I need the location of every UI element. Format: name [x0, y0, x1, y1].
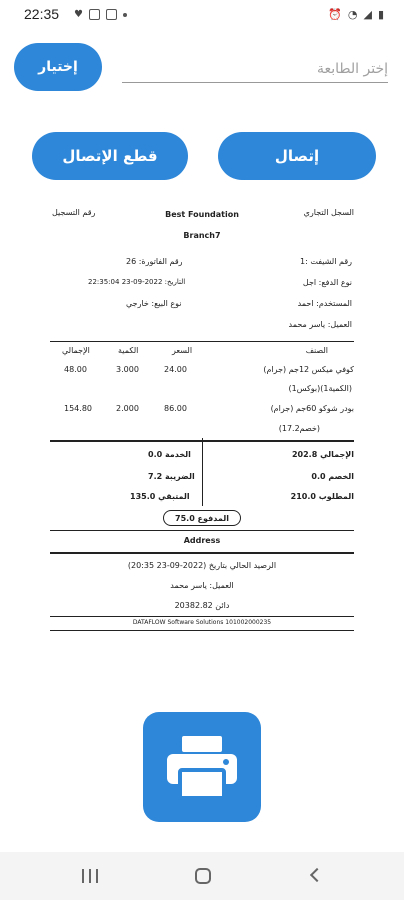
disconnect-button[interactable]: قطع الإتصال — [32, 132, 188, 180]
customer-name: العميل: ياسر محمد — [288, 320, 352, 329]
item-name: بودر شوكو 60جم (جرام) — [270, 404, 354, 413]
alarm-icon: ⏰ — [328, 8, 342, 21]
divider — [50, 616, 354, 617]
payment-type: نوع الدفع: اجل — [302, 278, 352, 287]
balance-title: الرصيد الحالي بتاريخ (2022-09-23 20:35) — [127, 561, 277, 570]
remaining-amount: المتبقي 135.0 — [130, 492, 190, 501]
discount-amount: الخصم 0.0 — [311, 472, 354, 481]
company-name: Best Foundation — [165, 210, 239, 219]
divider — [50, 630, 354, 631]
printer-icon — [163, 734, 241, 800]
paid-amount: المدفوع 75.0 — [163, 510, 241, 526]
balance-customer: العميل: ياسر محمد — [170, 581, 234, 590]
total-amount: الإجمالي 202.8 — [291, 450, 354, 459]
home-icon[interactable] — [195, 868, 211, 884]
column-price: السعر — [172, 346, 193, 355]
battery-icon: ▮ — [377, 8, 384, 21]
required-amount: المطلوب 210.0 — [290, 492, 354, 501]
totals-column-divider — [202, 438, 203, 506]
status-bar — [0, 0, 404, 30]
sale-type: نوع البيع: خارجي — [126, 299, 182, 308]
system-navigation-bar — [0, 852, 404, 900]
status-time: 22:35 — [24, 6, 60, 22]
receipt-preview — [50, 200, 354, 640]
item-note: (الكمية1)(بوكس1) — [288, 384, 352, 393]
column-qty: الكمية — [118, 346, 139, 355]
address-label: Address — [183, 536, 221, 545]
invoice-date: التاريخ: 2022-09-23 22:35:04 — [88, 278, 186, 286]
commercial-register-label: السجل التجاري — [303, 208, 354, 217]
printer-select-input[interactable] — [122, 55, 388, 83]
more-dot-icon — [123, 13, 127, 17]
recents-icon[interactable] — [82, 869, 100, 883]
media-icon — [106, 9, 117, 20]
item-total: 154.80 — [64, 404, 92, 413]
wifi-icon: ◔ — [347, 8, 358, 21]
choose-printer-button[interactable]: إختيار — [14, 43, 102, 91]
balance-value: دائن 20382.82 — [174, 601, 230, 610]
branch-name: Branch7 — [183, 231, 221, 240]
item-name: كوفي ميكس 12جم (جرام) — [263, 365, 354, 374]
receipt-footer: DATAFLOW Software Solutions 101002000235 — [132, 619, 272, 626]
item-qty: 2.000 — [116, 404, 139, 413]
tax-amount: الضريبة 7.2 — [148, 472, 195, 481]
connect-button[interactable]: إتصال — [218, 132, 376, 180]
column-item: الصنف — [305, 346, 328, 355]
heart-icon: ♥ — [74, 9, 83, 20]
item-qty: 3.000 — [116, 365, 139, 374]
column-total: الإجمالي — [62, 346, 90, 355]
divider — [50, 341, 354, 342]
system-icons — [328, 8, 384, 21]
divider — [50, 530, 354, 531]
user-name: المستخدم: احمد — [297, 299, 352, 308]
print-button[interactable] — [143, 712, 261, 822]
notification-icons — [74, 9, 127, 20]
item-total: 48.00 — [64, 365, 87, 374]
item-price: 86.00 — [164, 404, 187, 413]
image-icon — [89, 9, 100, 20]
invoice-number: رقم الفاتورة: 26 — [126, 257, 183, 266]
back-icon[interactable] — [310, 868, 324, 882]
tax-number-label: رقم التسجيل — [52, 208, 96, 217]
divider — [50, 552, 354, 554]
signal-icon: ◢ — [363, 8, 372, 21]
item-price: 24.00 — [164, 365, 187, 374]
shift-number: رقم الشيفت :1 — [300, 257, 352, 266]
item-note: (خصم17.2) — [278, 424, 320, 433]
service-amount: الخدمة 0.0 — [148, 450, 191, 459]
